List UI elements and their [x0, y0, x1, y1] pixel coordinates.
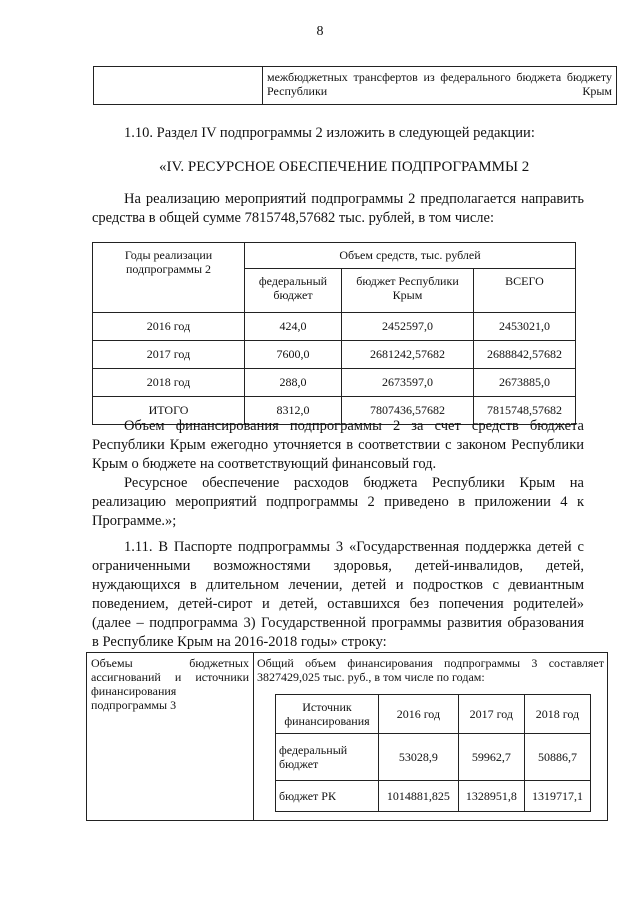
paragraph-1-10: 1.10. Раздел IV подпрограммы 2 изложить в следующей редакции: — [124, 125, 535, 141]
funding-intro-line2: средства в общей сумме 7815748,57682 тыс. рублей, в том числе: — [92, 210, 495, 226]
inner-cell-2016: 1014881,825 — [379, 781, 459, 812]
passport-label: Объемы бюджетных ассигнований и источники финансирования подпрограммы 3 — [91, 656, 249, 712]
para-1-11-line6: в Республике Крым на 2016-2018 годы» строку: — [92, 634, 387, 650]
inner-cell-2017: 59962,7 — [458, 734, 524, 781]
cell-total: 2688842,57682 — [474, 341, 576, 369]
funding-table — [92, 242, 576, 425]
passport-label-cell — [87, 653, 254, 821]
volume-para-line3: Крым о бюджете на соответствующий финансовый год. — [92, 456, 437, 472]
page-number: 8 — [316, 24, 324, 39]
cell-year: ИТОГО — [93, 397, 245, 425]
passport-summary: Общий объем финансирования подпрограммы 3 составляет 3827429,025 тыс. руб., в том числе по годам: — [257, 656, 604, 684]
cell-total: 2453021,0 — [474, 313, 576, 341]
cell-total: 2673885,0 — [474, 369, 576, 397]
cell-republic: 2452597,0 — [342, 313, 474, 341]
inner-cell-2016: 53028,9 — [379, 734, 459, 781]
continuation-text-cell — [263, 67, 617, 105]
para-1-11-line4: поведением, детей-сирот и детей, оставшихся без попечения родителей» — [92, 596, 584, 612]
header-total: ВСЕГО — [474, 269, 576, 313]
passport-inner-table — [275, 694, 591, 812]
continuation-text: межбюджетных трансфертов из федерального бюджета бюджету Республики Крым — [267, 70, 612, 98]
cell-federal: 288,0 — [245, 369, 342, 397]
cell-federal: 424,0 — [245, 313, 342, 341]
inner-header-source: Источник финансирования — [276, 695, 379, 734]
continuation-table — [93, 66, 617, 105]
table-row — [93, 313, 576, 341]
resource-para-line1: Ресурсное обеспечение расходов бюджета Республики Крым на — [124, 475, 584, 491]
para-1-11-line3: нуждающихся в длительном лечении, детей и подростков с девиантным — [92, 577, 584, 593]
volume-para-line2: Республики Крым ежегодно уточняется в соответствии с законом Республики — [92, 437, 584, 453]
inner-cell-2018: 50886,7 — [524, 734, 590, 781]
para-1-11-line5: (далее – подпрограмма 3) Государственной программы развития образования — [92, 615, 584, 631]
inner-cell-source: бюджет РК — [276, 781, 379, 812]
passport-table — [86, 652, 608, 821]
header-volume: Объем средств, тыс. рублей — [245, 243, 576, 269]
cell-republic: 2673597,0 — [342, 369, 474, 397]
inner-cell-source: федеральный бюджет — [276, 734, 379, 781]
inner-header-2018: 2018 год — [524, 695, 590, 734]
para-1-11-line2: ограниченными возможностями здоровья, детей-инвалидов, детей, — [92, 558, 584, 574]
resource-para-line2: реализацию мероприятий подпрограммы 2 приведено в приложении 4 к — [92, 494, 584, 510]
cell-republic: 2681242,57682 — [342, 341, 474, 369]
funding-intro-line1: На реализацию мероприятий подпрограммы 2 предполагается направить — [124, 191, 584, 207]
cell-year: 2016 год — [93, 313, 245, 341]
header-republic: бюджет Республики Крым — [342, 269, 474, 313]
table-row — [93, 369, 576, 397]
section-heading: «IV. РЕСУРСНОЕ ОБЕСПЕЧЕНИЕ ПОДПРОГРАММЫ 2 — [159, 159, 530, 175]
header-federal: федеральный бюджет — [245, 269, 342, 313]
cell-total: 7815748,57682 — [474, 397, 576, 425]
continuation-empty-cell — [94, 67, 263, 105]
inner-header-2017: 2017 год — [458, 695, 524, 734]
inner-header-2016: 2016 год — [379, 695, 459, 734]
header-years: Годы реализации подпрограммы 2 — [93, 243, 245, 313]
cell-republic: 7807436,57682 — [342, 397, 474, 425]
cell-year: 2018 год — [93, 369, 245, 397]
volume-para-line1: Объем финансирования подпрограммы 2 за счет средств бюджета — [124, 418, 584, 434]
resource-para-line3: Программе.»; — [92, 513, 177, 529]
para-1-11-line1: 1.11. В Паспорте подпрограммы 3 «Государственная поддержка детей с — [124, 539, 584, 555]
cell-year: 2017 год — [93, 341, 245, 369]
inner-cell-2018: 1319717,1 — [524, 781, 590, 812]
cell-federal: 7600,0 — [245, 341, 342, 369]
table-row — [93, 341, 576, 369]
inner-cell-2017: 1328951,8 — [458, 781, 524, 812]
cell-federal: 8312,0 — [245, 397, 342, 425]
passport-value-cell — [254, 653, 608, 821]
table-row — [276, 734, 591, 781]
table-row — [276, 781, 591, 812]
